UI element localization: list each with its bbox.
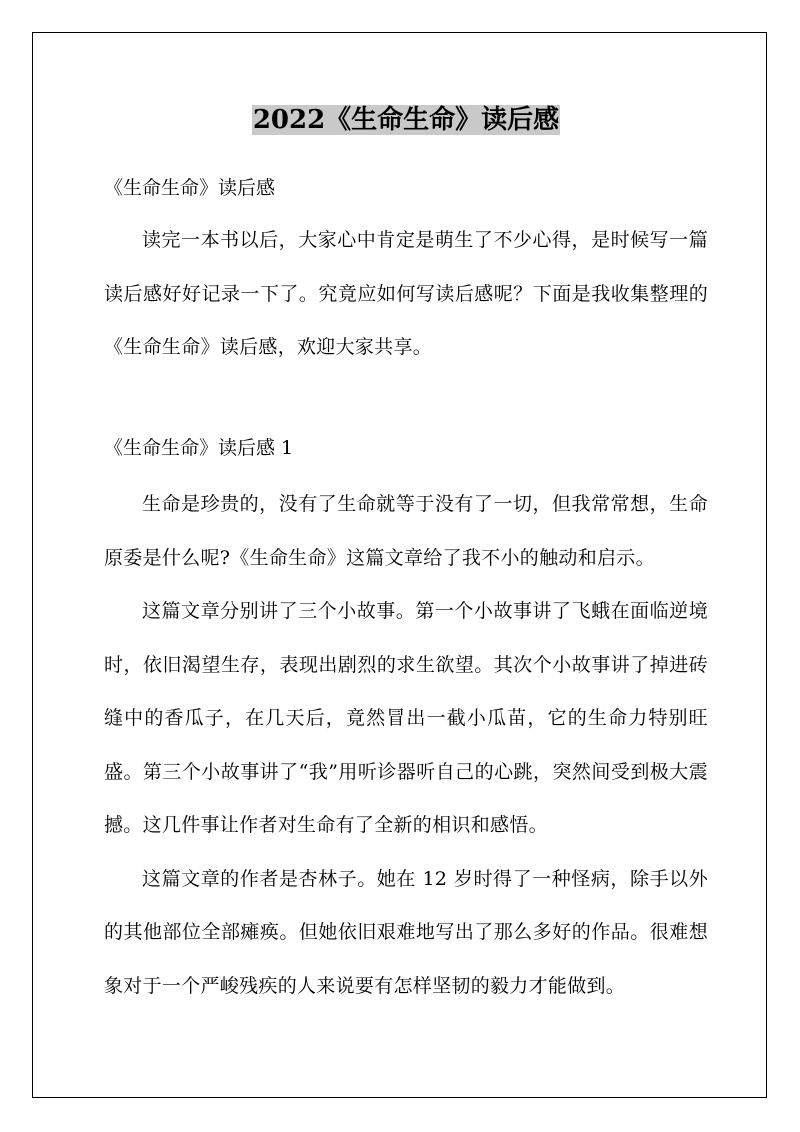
section1 (104, 428, 708, 468)
document-title-text: 2022《生命生命》读后感 (252, 105, 560, 135)
intro-section (104, 168, 708, 208)
section1-paragraph: 这篇文章的作者是杏林子。她在 12 岁时得了一种怪病，除手以外的其他部位全部瘫痪。但她依旧艰难地写出了那么多好的作品。很难想象对于一个严峻残疾的人来说要有怎样坚韧的毅力才能做到。 (104, 867, 708, 997)
section1-paragraph: 这篇文章分别讲了三个小故事。第一个小故事讲了飞蛾在面临逆境时，依旧渴望生存，表现出剧烈的求生欲望。其次个小故事讲了掉进砖缝中的香瓜子，在几天后，竟然冒出一截小瓜苗，它的生命力特别旺盛。第三个小故事讲了“我”用听诊器听自己的心跳，突然间受到极大震撼。这几件事让作者对生命有了全新的相识和感悟。 (104, 600, 708, 836)
section1-heading: 《生命生命》读后感 1 (104, 437, 294, 459)
intro-heading: 《生命生命》读后感 (104, 177, 276, 199)
section1-paragraph: 生命是珍贵的，没有了生命就等于没有了一切，但我常常想，生命原委是什么呢?《生命生命》这篇文章给了我不小的触动和启示。 (104, 493, 708, 569)
intro-paragraph-block (104, 214, 708, 375)
section1-body (104, 478, 708, 1013)
document-title (104, 100, 708, 140)
intro-paragraph: 读完一本书以后，大家心中肯定是萌生了不少心得，是时候写一篇读后感好好记录一下了。究竟应如何写读后感呢？下面是我收集整理的《生命生命》读后感，欢迎大家共享。 (104, 229, 708, 358)
